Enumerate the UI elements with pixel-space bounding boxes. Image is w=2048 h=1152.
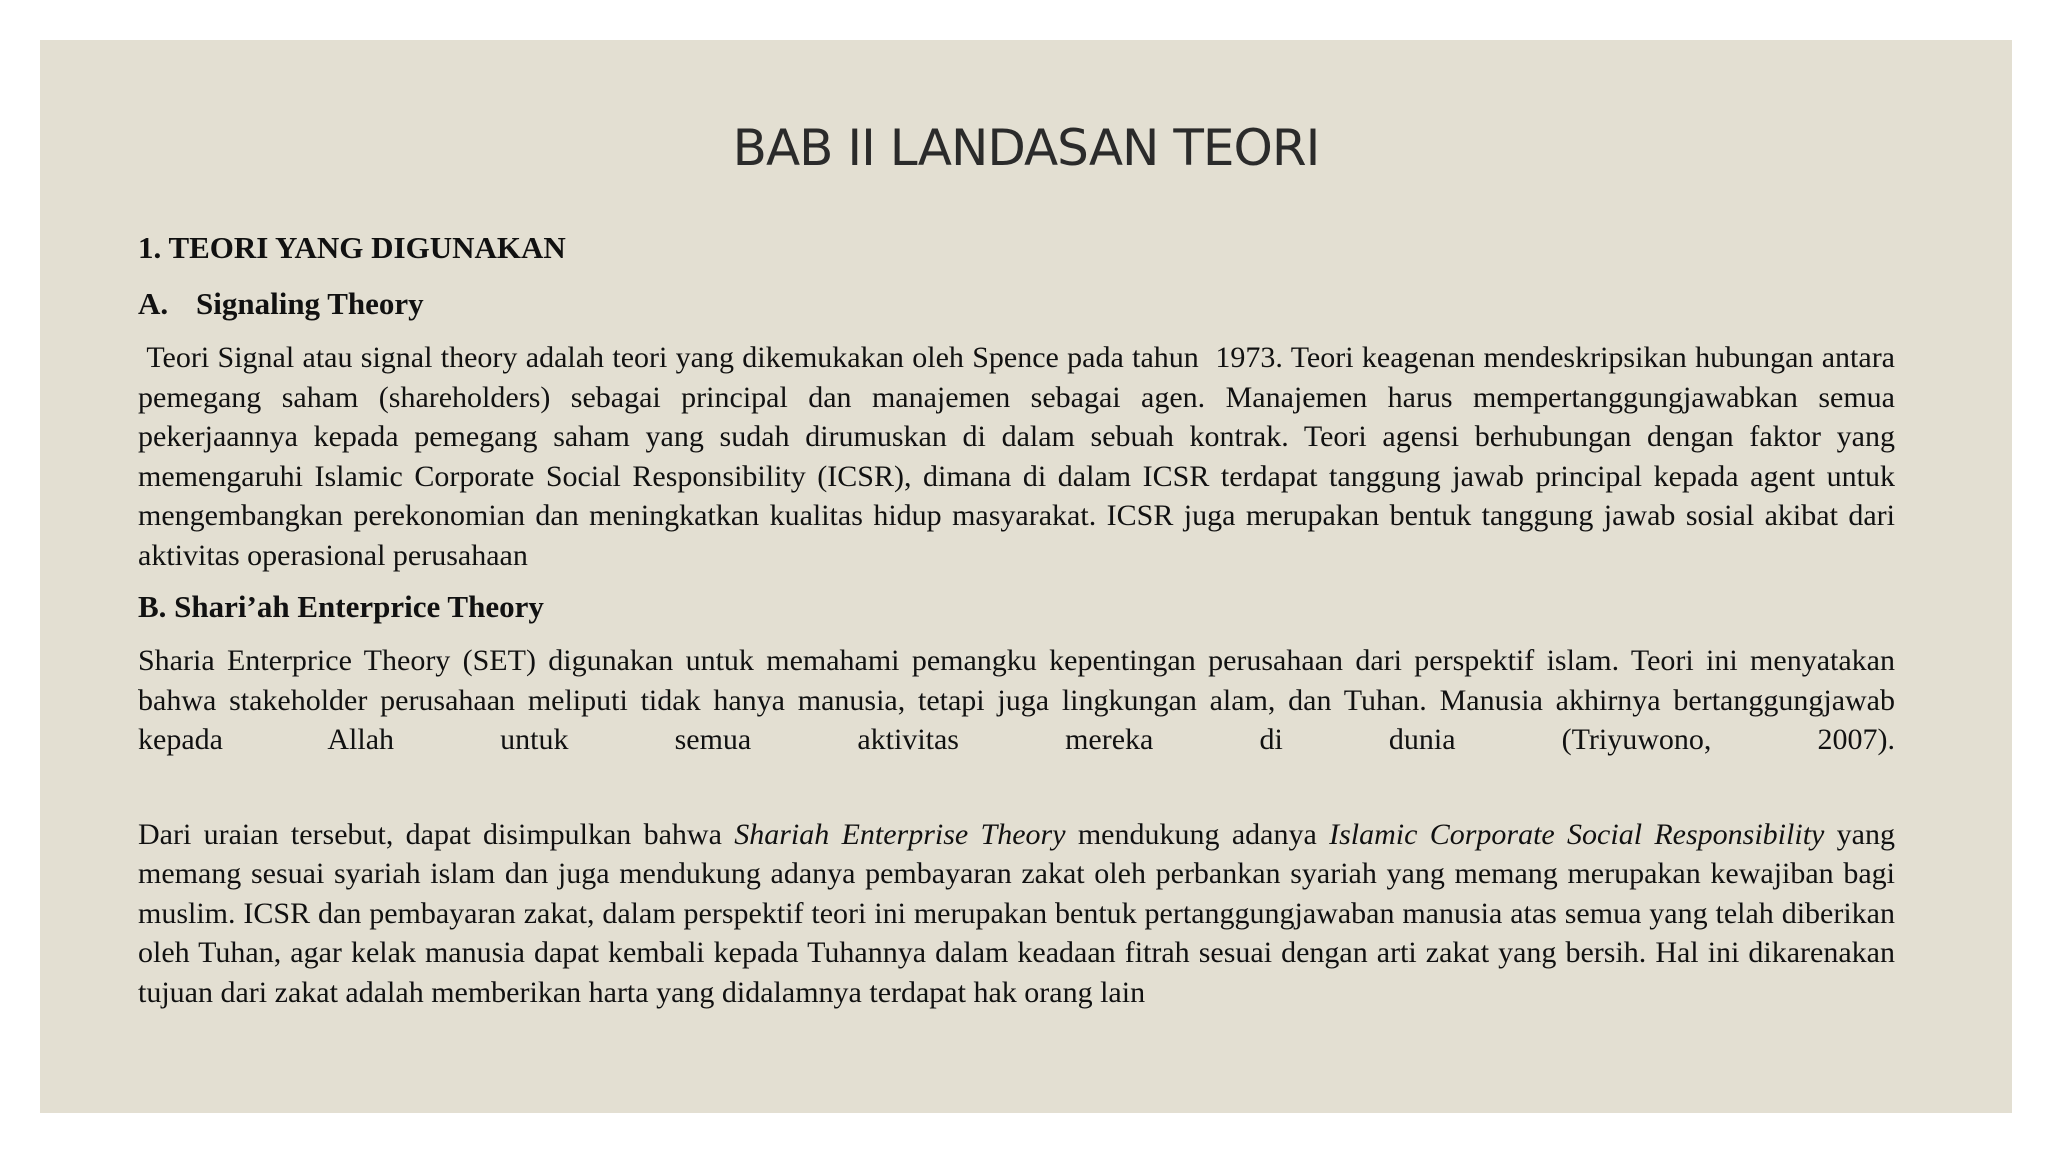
conclusion-italic-set: Shariah Enterprise Theory <box>734 817 1066 851</box>
slide-title: BAB II LANDASAN TEORI <box>732 119 1320 177</box>
section-heading: 1. TEORI YANG DIGUNAKAN <box>138 230 566 265</box>
subsection-b-heading: B. Shari’ah Enterprice Theory <box>138 589 544 624</box>
slide-content <box>138 228 1895 1012</box>
signaling-theory-paragraph: Teori Signal atau signal theory adalah teori yang dikemukakan oleh Spence pada tahun 1973. Teori keagenan mendeskripsikan hubungan antara pemegang saham (shareholders) sebagai principal dan manajemen sebagai agen. Manajemen harus mempertanggungjawabkan semua pekerjaannya kepada pemegang saham yang sudah dirumuskan di dalam sebuah kontrak. Teori agensi berhubungan dengan faktor yang memengaruhi Islamic Corporate Social Responsibility (ICSR), dimana di dalam ICSR terdapat tanggung jawab principal kepada agent untuk mengembangkan perekonomian dan meningkatkan kualitas hidup masyarakat. ICSR juga merupakan bentuk tanggung jawab sosial akibat dari aktivitas operasional perusahaan <box>138 341 1895 572</box>
subsection-a-title: Signaling Theory <box>196 286 424 321</box>
conclusion-text-2: mendukung adanya <box>1065 817 1330 851</box>
sharia-enterprise-theory-paragraph: Sharia Enterprice Theory (SET) digunakan untuk memahami pemangku kepentingan perusahaan dari perspektif islam. Teori ini menyatakan bahwa stakeholder perusahaan meliputi tidak hanya manusia, tetapi juga lingkungan alam, dan Tuhan. Manusia akhirnya bertanggungjawab kepada Allah untuk semua aktivitas mereka di dunia (Triyuwono, 2007). <box>138 644 1895 756</box>
conclusion-italic-icsr: Islamic Corporate Social Responsibility <box>1329 817 1825 851</box>
conclusion-paragraph <box>138 815 1895 1013</box>
slide <box>40 40 2012 1113</box>
conclusion-text-3: yang memang sesuai syariah islam dan juga mendukung adanya pembayaran zakat oleh perbankan syariah yang memang merupakan kewajiban bagi muslim. ICSR dan pembayaran zakat, dalam perspektif teori ini merupakan bentuk pertanggungjawaban manusia atas semua yang telah diberikan oleh Tuhan, agar kelak manusia dapat kembali kepada Tuhannya dalam keadaan fitrah sesuai dengan arti zakat yang bersih. Hal ini dikarenakan tujuan dari zakat adalah memberikan harta yang didalamnya terdapat hak orang lain <box>138 817 1895 1009</box>
subsection-a-marker: A. <box>138 286 169 321</box>
conclusion-text-1: Dari uraian tersebut, dapat disimpulkan bahwa <box>138 817 735 851</box>
subsection-a-heading <box>138 284 1895 324</box>
